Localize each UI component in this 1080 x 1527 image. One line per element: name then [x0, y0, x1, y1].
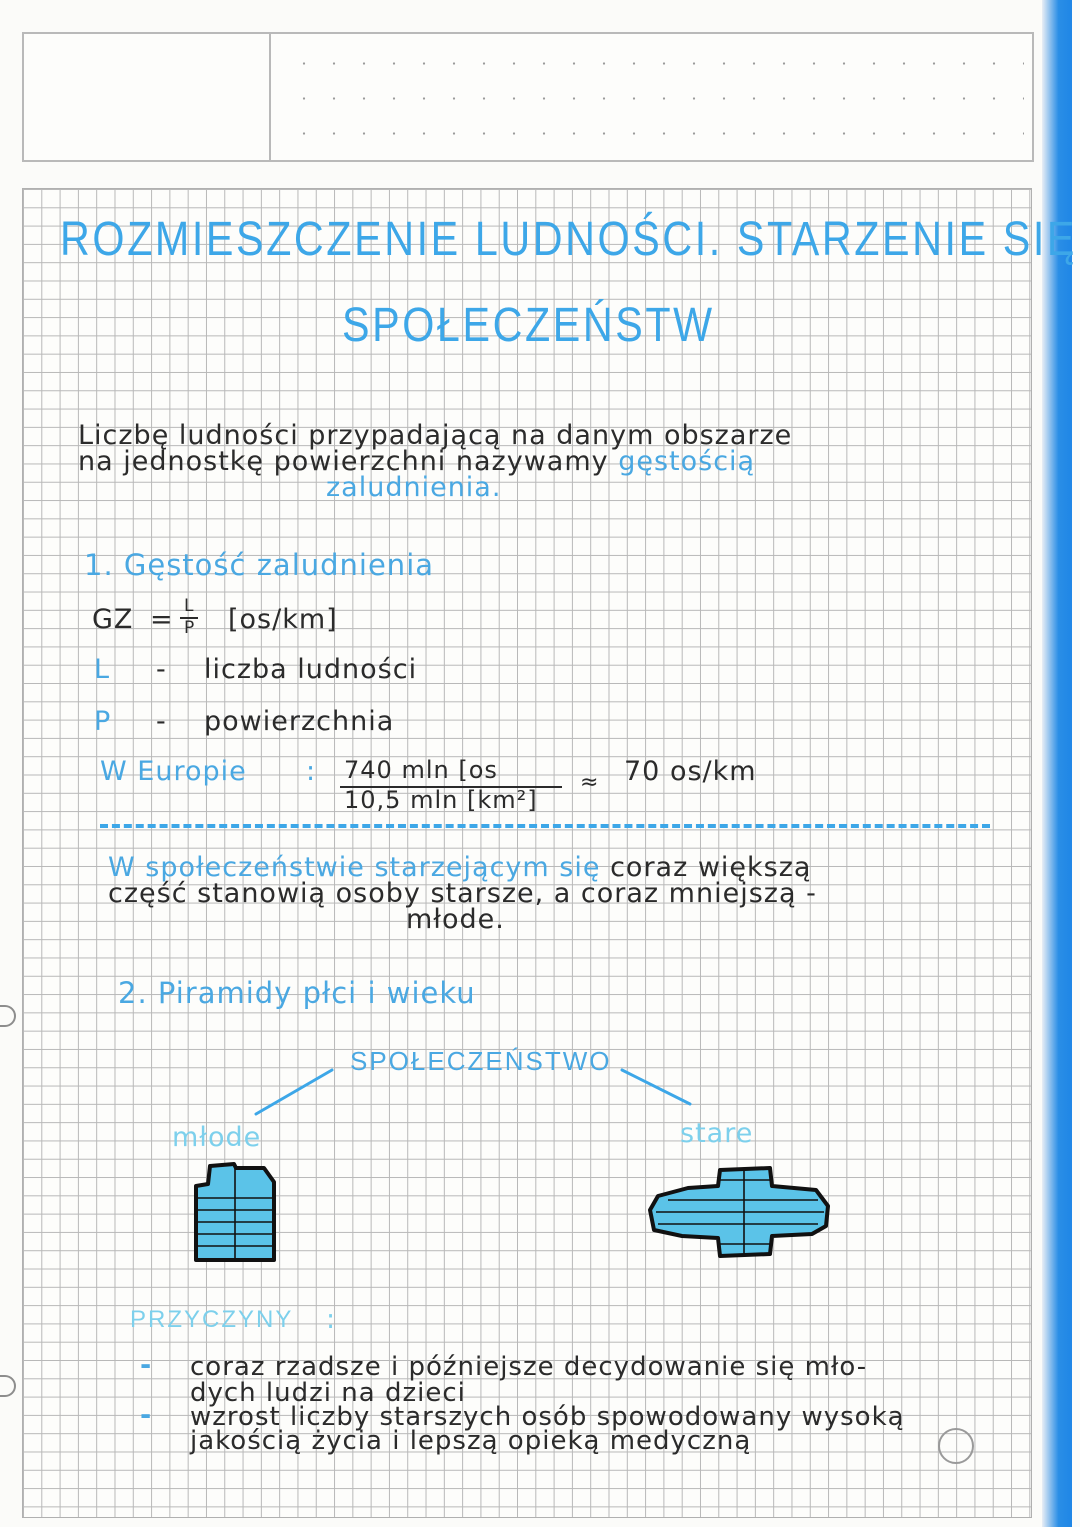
example-colon: :	[306, 756, 317, 787]
intro-line1: Liczbę ludności przypadającą na danym obszarze	[78, 420, 793, 451]
intro-line2-text: na jednostkę powierzchni nazywamy	[78, 446, 609, 477]
aging-highlight: W społeczeństwie starzejącym się	[108, 852, 601, 883]
formula-eq: =	[150, 604, 174, 635]
example-denominator: 10,5 mln [km²]	[344, 786, 538, 814]
cause-text-cont: dych ludzi na dzieci	[190, 1378, 466, 1408]
old-pyramid	[648, 1164, 832, 1260]
legend-text: powierzchnia	[204, 706, 395, 737]
formula-den: P	[184, 618, 196, 638]
globe-icon	[938, 1428, 974, 1464]
page-title: ROZMIESZCZENIE LUDNOŚCI. STARZENIE SIĘ	[60, 213, 1078, 266]
causes-colon: :	[326, 1304, 337, 1335]
young-pyramid	[190, 1164, 280, 1264]
example-approx: ≈	[580, 770, 600, 795]
cause-dash: -	[140, 1350, 153, 1381]
example-label: W Europie	[100, 756, 247, 787]
section1-heading: 1. Gęstość zaludnienia	[84, 548, 435, 582]
cause-text: coraz rzadsze i późniejsze decydowanie się mło-	[190, 1352, 868, 1382]
legend-dash: -	[156, 654, 167, 685]
formula-lhs: GZ	[92, 604, 134, 635]
aging-line3: młode.	[406, 904, 505, 935]
aging-line2: część stanowią osoby starsze, a coraz mniejszą -	[108, 878, 817, 909]
cause-text: wzrost liczby starszych osób spowodowany wysoką	[190, 1402, 905, 1432]
label-young: młode	[172, 1122, 262, 1153]
cause-text-cont: jakością życia i lepszą opieką medyczną	[190, 1426, 752, 1456]
legend-dash: -	[156, 706, 167, 737]
formula-num: L	[184, 596, 195, 616]
aging-line1-rest: coraz większą	[610, 852, 812, 883]
cause-dash: -	[140, 1400, 153, 1431]
key-term: gęstością	[618, 446, 756, 477]
example-result: 70 os/km	[624, 756, 757, 787]
example-numerator: 740 mln [os	[344, 756, 498, 784]
label-old: stare	[680, 1118, 754, 1149]
causes-heading: PRZYCZYNY	[130, 1306, 294, 1333]
legend-symbol: L	[94, 654, 111, 685]
center-label: SPOŁECZEŃSTWO	[350, 1046, 612, 1076]
legend-text: liczba ludności	[204, 654, 418, 685]
page-title-line2: SPOŁECZEŃSTW	[342, 299, 715, 352]
key-term-cont: zaludnienia.	[326, 472, 502, 503]
legend-symbol: P	[94, 706, 112, 737]
formula-unit: [os/km]	[228, 604, 338, 635]
section2-heading: 2. Piramidy płci i wieku	[118, 976, 476, 1010]
